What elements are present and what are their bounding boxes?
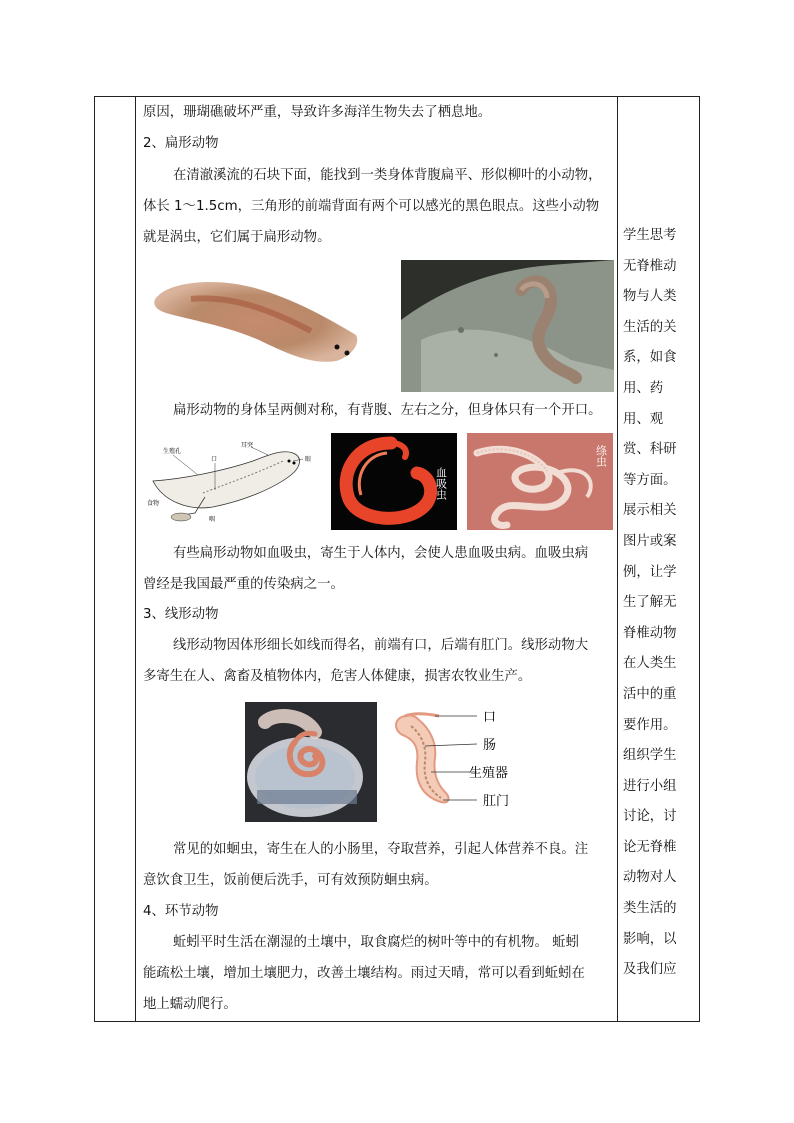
roundworm-dish-photo [245,702,377,822]
lesson-table [94,96,700,1022]
roundworm-anatomy-diagram [385,702,535,814]
planaria-photo [151,265,366,375]
schistosome-photo [331,433,457,530]
text-line: 原因，珊瑚礁破坏严重，导致许多海洋生物失去了栖息地。 [143,105,492,120]
text-line: 线形动物因体形细长如线而得名，前端有口，后端有肛门。线形动物大 [173,638,589,653]
text-line: 地上蠕动爬行。 [143,997,237,1012]
column-divider-right [617,97,618,1021]
tapeworm-label: 绦虫 [594,445,608,467]
text-line: 常见的如蛔虫，寄生在人的小肠里，夺取营养，引起人体营养不良。注 [173,842,589,857]
section-heading-annelids: 4、环节动物 [143,904,219,919]
diagram-label: 口 [211,456,218,463]
section-heading-roundworms: 3、线形动物 [143,607,219,622]
planaria-anatomy-diagram [143,435,323,525]
planaria-on-rock-photo [401,260,614,392]
diagram-label: 眼 [305,456,312,463]
diagram-label: 肛门 [483,794,510,809]
tapeworm-photo [467,433,613,530]
text-line: 曾经是我国最严重的传染病之一。 [143,577,344,592]
schistosome-label: 血吸虫 [434,467,448,500]
text-line: 体长 1～1.5cm，三角形的前端背面有两个可以感光的黑色眼点。这些小动物 [143,199,600,214]
section-heading-flatworms: 2、扁形动物 [143,136,219,151]
diagram-label: 肠 [483,738,497,753]
side-note: 学生思考无脊椎动物与人类生活的关系，如食用、药用、观赏、科研等方面。展示相关图片或案例，让学生了解无脊椎动物在人类生活中的重要作用。组织学生进行小组讨论，讨论无脊椎动物对人类生活的影响，以及我们应 [623,228,677,978]
text-line: 多寄生在人、禽畜及植物体内，危害人体健康，损害农牧业生产。 [143,669,532,684]
text-line: 意饮食卫生，饭前便后洗手，可有效预防蛔虫病。 [143,873,438,888]
text-line: 蚯蚓平时生活在潮湿的土壤中，取食腐烂的树叶等中的有机物。 蚯蚓 [173,935,579,950]
column-divider-left [135,97,136,1021]
diagram-label: 生殖孔 [163,448,182,455]
text-line: 在清澈溪流的石块下面，能找到一类身体背腹扁平、形似柳叶的小动物， [173,168,602,183]
text-line: 有些扁形动物如血吸虫，寄生于人体内，会使人患血吸虫病。血吸虫病 [173,546,589,561]
text-line: 扁形动物的身体呈两侧对称，有背腹、左右之分，但身体只有一个开口。 [173,403,602,418]
diagram-label: 生殖器 [469,766,509,781]
teacher-activity-column [619,97,699,1021]
text-line: 能疏松土壤，增加土壤肥力，改善土壤结构。雨过天晴，常可以看到蚯蚓在 [143,966,585,981]
diagram-label: 耳突 [241,442,254,449]
content-column [141,97,613,1021]
diagram-label: 食物 [147,500,160,507]
diagram-label: 咽 [209,516,216,523]
text-line: 就是涡虫，它们属于扁形动物。 [143,230,331,245]
diagram-label: 口 [483,710,497,725]
